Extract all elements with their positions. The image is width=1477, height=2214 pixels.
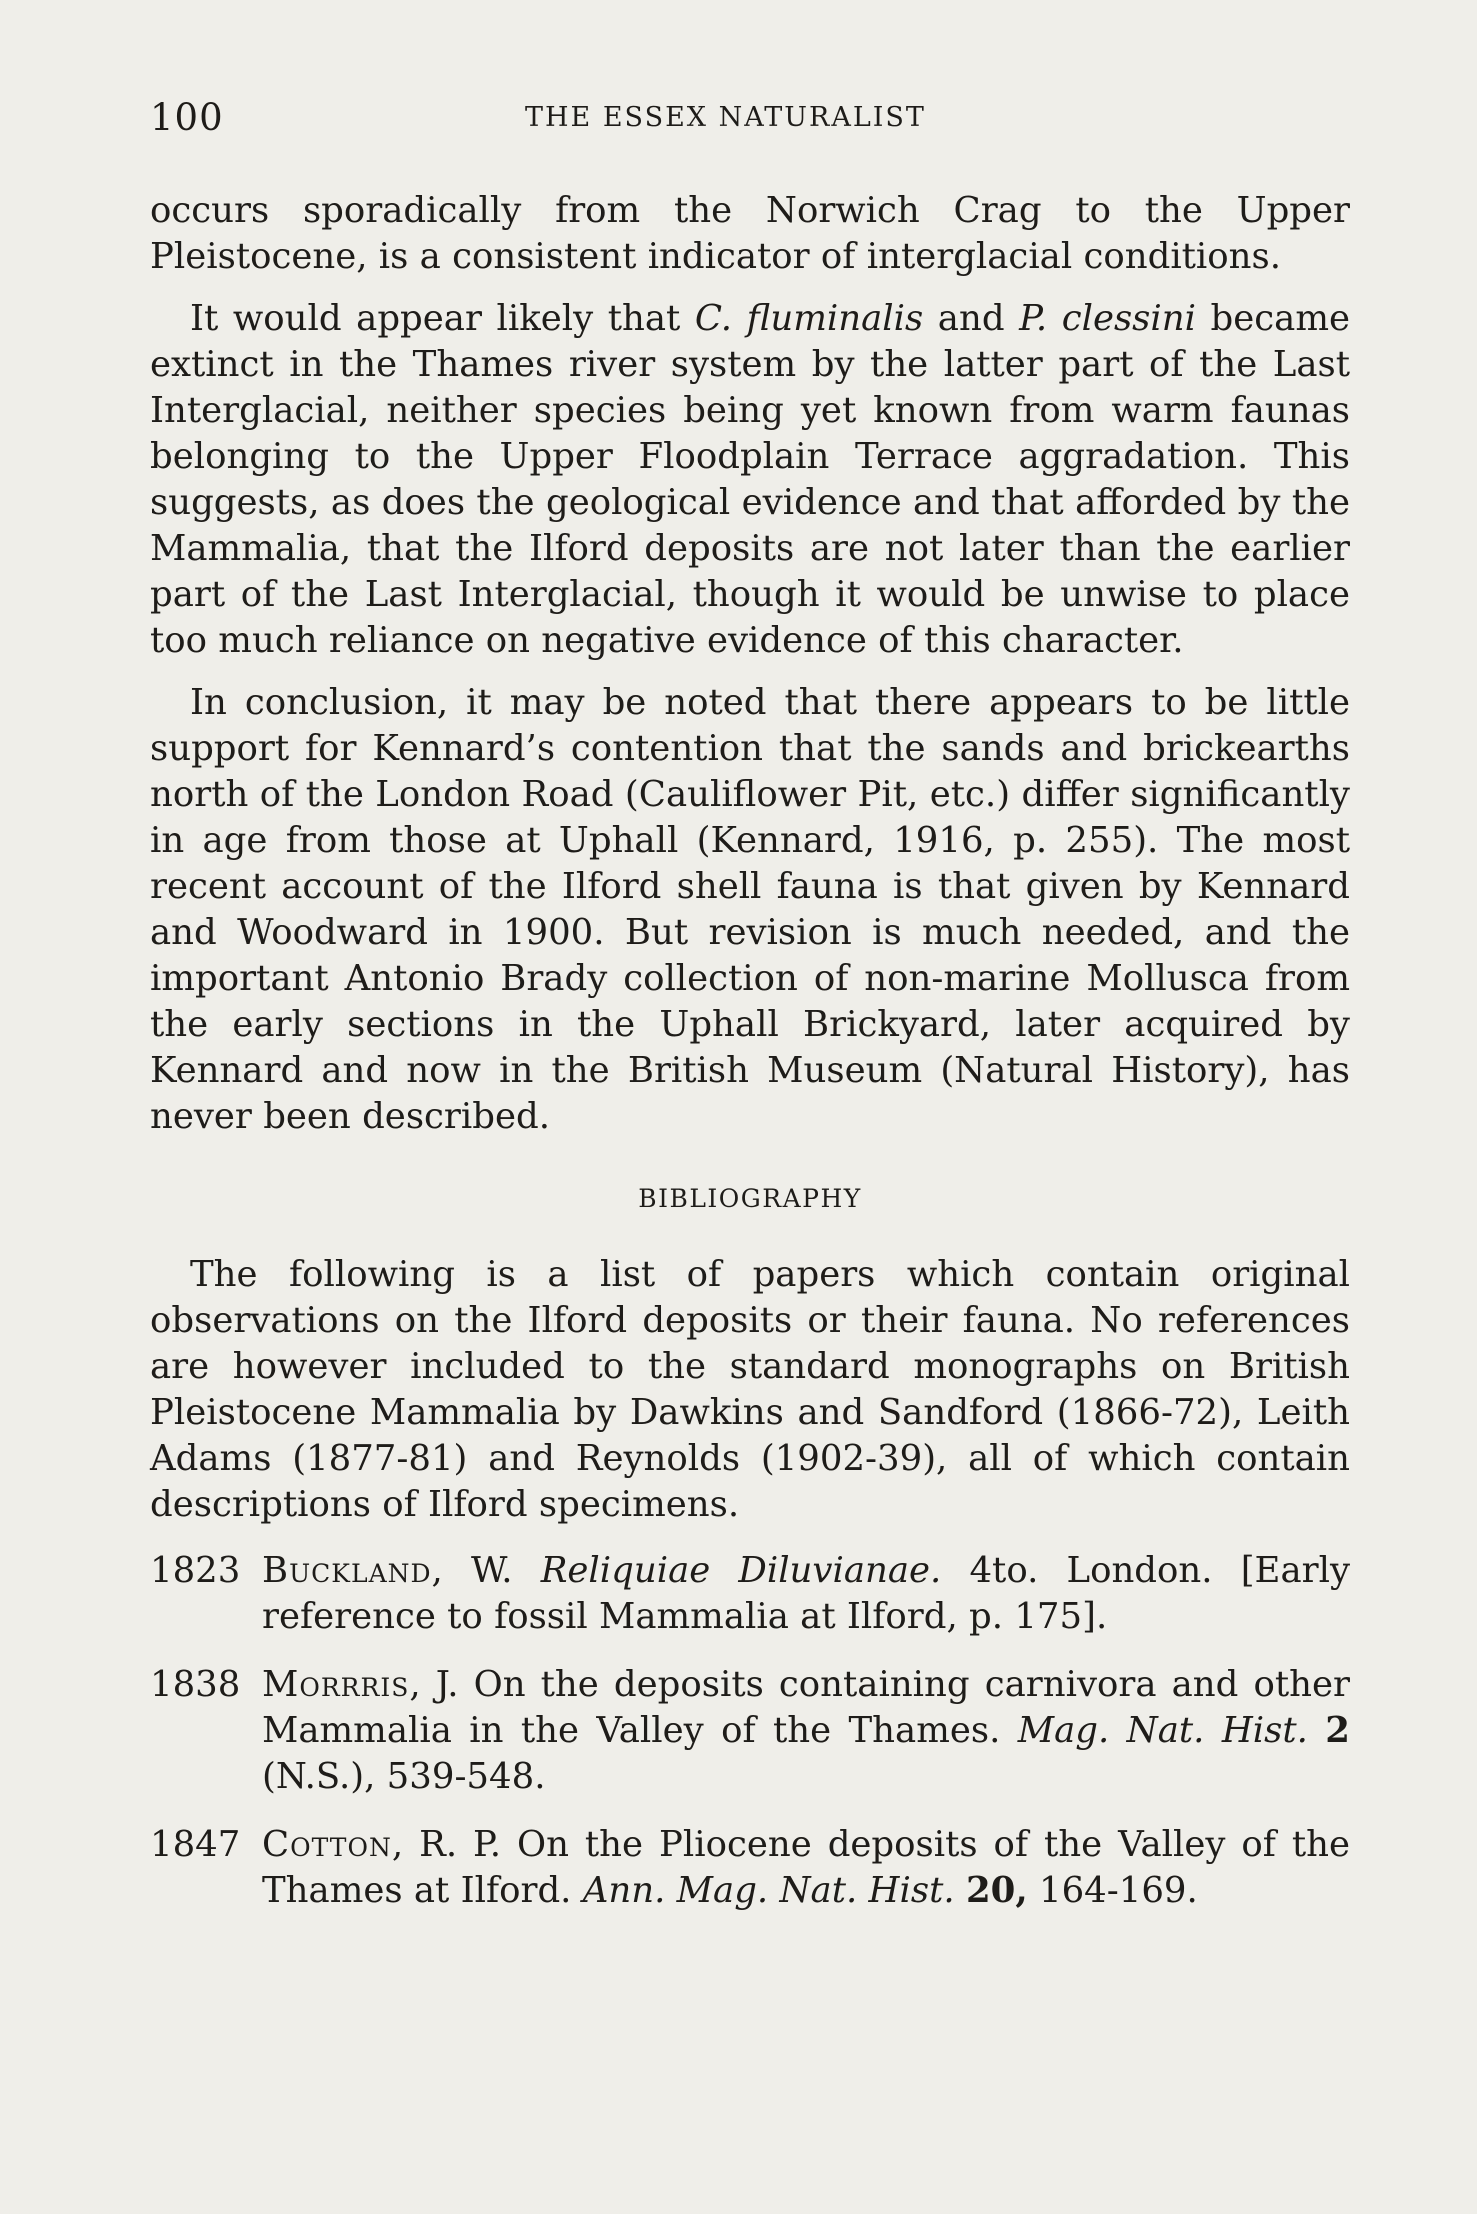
reference-text bbox=[262, 1548, 1350, 1640]
reference-volume: 20, bbox=[965, 1870, 1028, 1911]
species-name: C. fluminalis bbox=[694, 298, 924, 339]
reference-list bbox=[150, 1548, 1350, 1914]
species-name: P. clessini bbox=[1019, 298, 1196, 339]
text-run: (N.S.), 539-548. bbox=[262, 1756, 546, 1797]
paragraph-text: The following is a list of papers which contain original observations on the Ilford deposits or their fauna. No references are however included to the standard monographs on British Pleistocene Mammalia by Dawkins and Sandford (1866-72), Leith Adams (1877-81) and Reynolds (1902-39), all of which contain descriptions of Ilford specimens. bbox=[150, 1254, 1350, 1525]
text-run: , J. On the deposits containing carnivora and other Mammalia in the Valley of the Thames. bbox=[262, 1664, 1350, 1751]
text-run: It would appear likely that bbox=[190, 298, 695, 339]
paragraph-extinction bbox=[150, 296, 1350, 664]
paragraph-text: In conclusion, it may be noted that there appears to be little support for Kennard’s contention that the sands and brickearths north of the London Road (Cauliflower Pit, etc.) differ significantly in age from those at Uphall (Kennard, 1916, p. 255). The most recent account of the Ilford shell fauna is that given by Kennard and Woodward in 1900. But revision is much needed, and the important Antonio Brady collection of non-marine Mollusca from the early sections in the Uphall Brickyard, later acquired by Kennard and now in the British Museum (Natural History), has never been described. bbox=[150, 682, 1350, 1137]
reference-author: Cotton bbox=[262, 1824, 392, 1865]
reference-entry bbox=[150, 1822, 1350, 1914]
text-run: , R. P. On the Pliocene deposits of the Valley of the Thames at Ilford. bbox=[262, 1824, 1350, 1911]
reference-author: Buckland bbox=[262, 1550, 432, 1591]
text-run: , W. bbox=[431, 1550, 541, 1591]
reference-journal: Ann. Mag. Nat. Hist. bbox=[582, 1870, 955, 1911]
paragraph-text: occurs sporadically from the Norwich Crag to the Upper Pleistocene, is a consistent indicator of interglacial conditions. bbox=[150, 190, 1350, 277]
bibliography-intro bbox=[150, 1252, 1350, 1528]
page-header bbox=[150, 96, 1350, 146]
text-run: 164-169. bbox=[1027, 1870, 1198, 1911]
section-heading: BIBLIOGRAPHY bbox=[638, 1184, 862, 1213]
reference-year: 1847 bbox=[150, 1824, 241, 1865]
reference-entry bbox=[150, 1548, 1350, 1640]
reference-journal: Mag. Nat. Hist. bbox=[1017, 1710, 1308, 1751]
reference-year: 1823 bbox=[150, 1550, 241, 1591]
paragraph-conclusion bbox=[150, 680, 1350, 1140]
reference-text bbox=[262, 1662, 1350, 1800]
text-run: and bbox=[923, 298, 1020, 339]
body-text bbox=[150, 188, 1350, 1936]
text-run: 4to. London. [Early reference to fossil Mammalia at Ilford, p. 175]. bbox=[262, 1550, 1351, 1637]
reference-year: 1838 bbox=[150, 1664, 241, 1705]
running-title: THE ESSEX NATURALIST bbox=[525, 102, 926, 133]
reference-title: Reliquiae Diluvianae. bbox=[540, 1550, 942, 1591]
reference-text bbox=[262, 1822, 1350, 1914]
reference-volume: 2 bbox=[1325, 1710, 1350, 1751]
reference-entry bbox=[150, 1662, 1350, 1800]
page-number: 100 bbox=[150, 96, 224, 139]
paragraph-continuation bbox=[150, 188, 1350, 280]
text-run: became extinct in the Thames river system by the latter part of the Last Interglacial, neither species being yet known from warm faunas belonging to the Upper Floodplain Terrace aggradation. This suggests, as does the geological evidence and that afforded by the Mammalia, that the Ilford deposits are not later than the earlier part of the Last Interglacial, though it would be unwise to place too much reliance on negative evidence of this character. bbox=[150, 298, 1351, 661]
reference-author: Morrris bbox=[262, 1664, 410, 1705]
